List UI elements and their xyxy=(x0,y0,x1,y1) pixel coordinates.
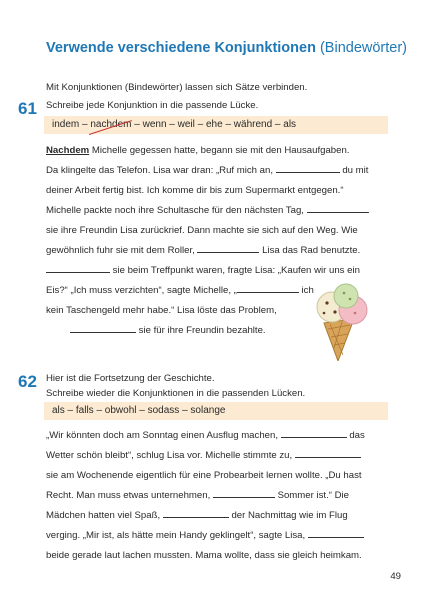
answer-blank[interactable] xyxy=(237,281,299,293)
text-line: Nachdem Michelle gegessen hatte, begann sie mit den Hausaufgaben. xyxy=(46,145,350,156)
text-line: Mädchen hatten viel Spaß, der Nachmittag wie im Flug xyxy=(46,506,365,526)
task61-word-box: indem – nachdem – wenn – weil – ehe – während – als xyxy=(44,116,388,134)
ice-cream-cone-icon xyxy=(310,283,372,361)
task62-intro-2: Schreibe wieder die Konjunktionen in die passenden Lücken. xyxy=(46,388,306,399)
answer-blank[interactable] xyxy=(276,161,340,173)
task-number-62: 62 xyxy=(18,372,37,391)
answer-blank[interactable] xyxy=(281,426,347,438)
text-line: sie am Wochenende eigentlich für eine Probearbeit lernen wollte. „Du hast xyxy=(46,470,362,481)
text-line: verging. „Mir ist, als hätte mein Handy geklingelt“, sagte Lisa, xyxy=(46,526,365,546)
text-line: sie ihre Freundin Lisa zurückrief. Dann machte sie sich auf den Weg. Wie xyxy=(46,225,358,236)
text-line: deiner Arbeit fertig bist. Ich komme dir bis zum Supermarkt entgegen.“ xyxy=(46,185,344,196)
answer-blank[interactable] xyxy=(213,486,275,498)
text-line: Eis?“ „Ich muss verzichten“, sagte Michelle, „ ich xyxy=(46,281,369,301)
answer-blank[interactable] xyxy=(197,241,259,253)
text-line: sie beim Treffpunkt waren, fragte Lisa: „Kaufen wir uns ein xyxy=(46,261,369,281)
page-title: Verwende verschiedene Konjunktionen (Bindewörter) xyxy=(46,40,407,56)
text-line: gewöhnlich fuhr sie mit dem Roller, Lisa das Rad benutzte. xyxy=(46,241,369,261)
answer-blank[interactable] xyxy=(295,446,361,458)
text-line: Wetter schön bleibt“, schlug Lisa vor. Michelle stimmte zu, xyxy=(46,446,365,466)
text-line: kein Taschengeld mehr habe.“ Lisa löste das Problem, xyxy=(46,305,277,316)
page-number: 49 xyxy=(390,571,401,582)
text-line: sie für ihre Freundin bezahlte. xyxy=(46,321,369,341)
text-line: beide gerade laut lachen mussten. Mama wollte, dass sie gleich heimkam. xyxy=(46,550,362,561)
crossed-word: nachdem xyxy=(90,119,132,130)
task62-intro-1: Hier ist die Fortsetzung der Geschichte. xyxy=(46,373,215,384)
answer-blank[interactable] xyxy=(163,506,229,518)
task62-text xyxy=(46,426,365,566)
task62-word-box: als – falls – obwohl – sodass – solange xyxy=(44,402,388,420)
task61-intro-2: Schreibe jede Konjunktion in die passende Lücke. xyxy=(46,100,259,111)
task61-intro-1: Mit Konjunktionen (Bindewörter) lassen sich Sätze verbinden. xyxy=(46,82,308,93)
text-line: Michelle packte noch ihre Schultasche für den nächsten Tag, xyxy=(46,201,369,221)
answer-blank[interactable] xyxy=(70,321,136,333)
answer-blank[interactable] xyxy=(307,201,369,213)
answer-blank[interactable] xyxy=(46,261,110,273)
task-number-61: 61 xyxy=(18,99,37,118)
text-line: Da klingelte das Telefon. Lisa war dran: „Ruf mich an, du mit xyxy=(46,161,369,181)
text-line: „Wir könnten doch am Sonntag einen Ausflug machen, das xyxy=(46,426,365,446)
filled-answer: Nachdem xyxy=(46,145,90,156)
answer-blank[interactable] xyxy=(308,526,364,538)
text-line: Recht. Man muss etwas unternehmen, Sommer ist.“ Die xyxy=(46,486,365,506)
